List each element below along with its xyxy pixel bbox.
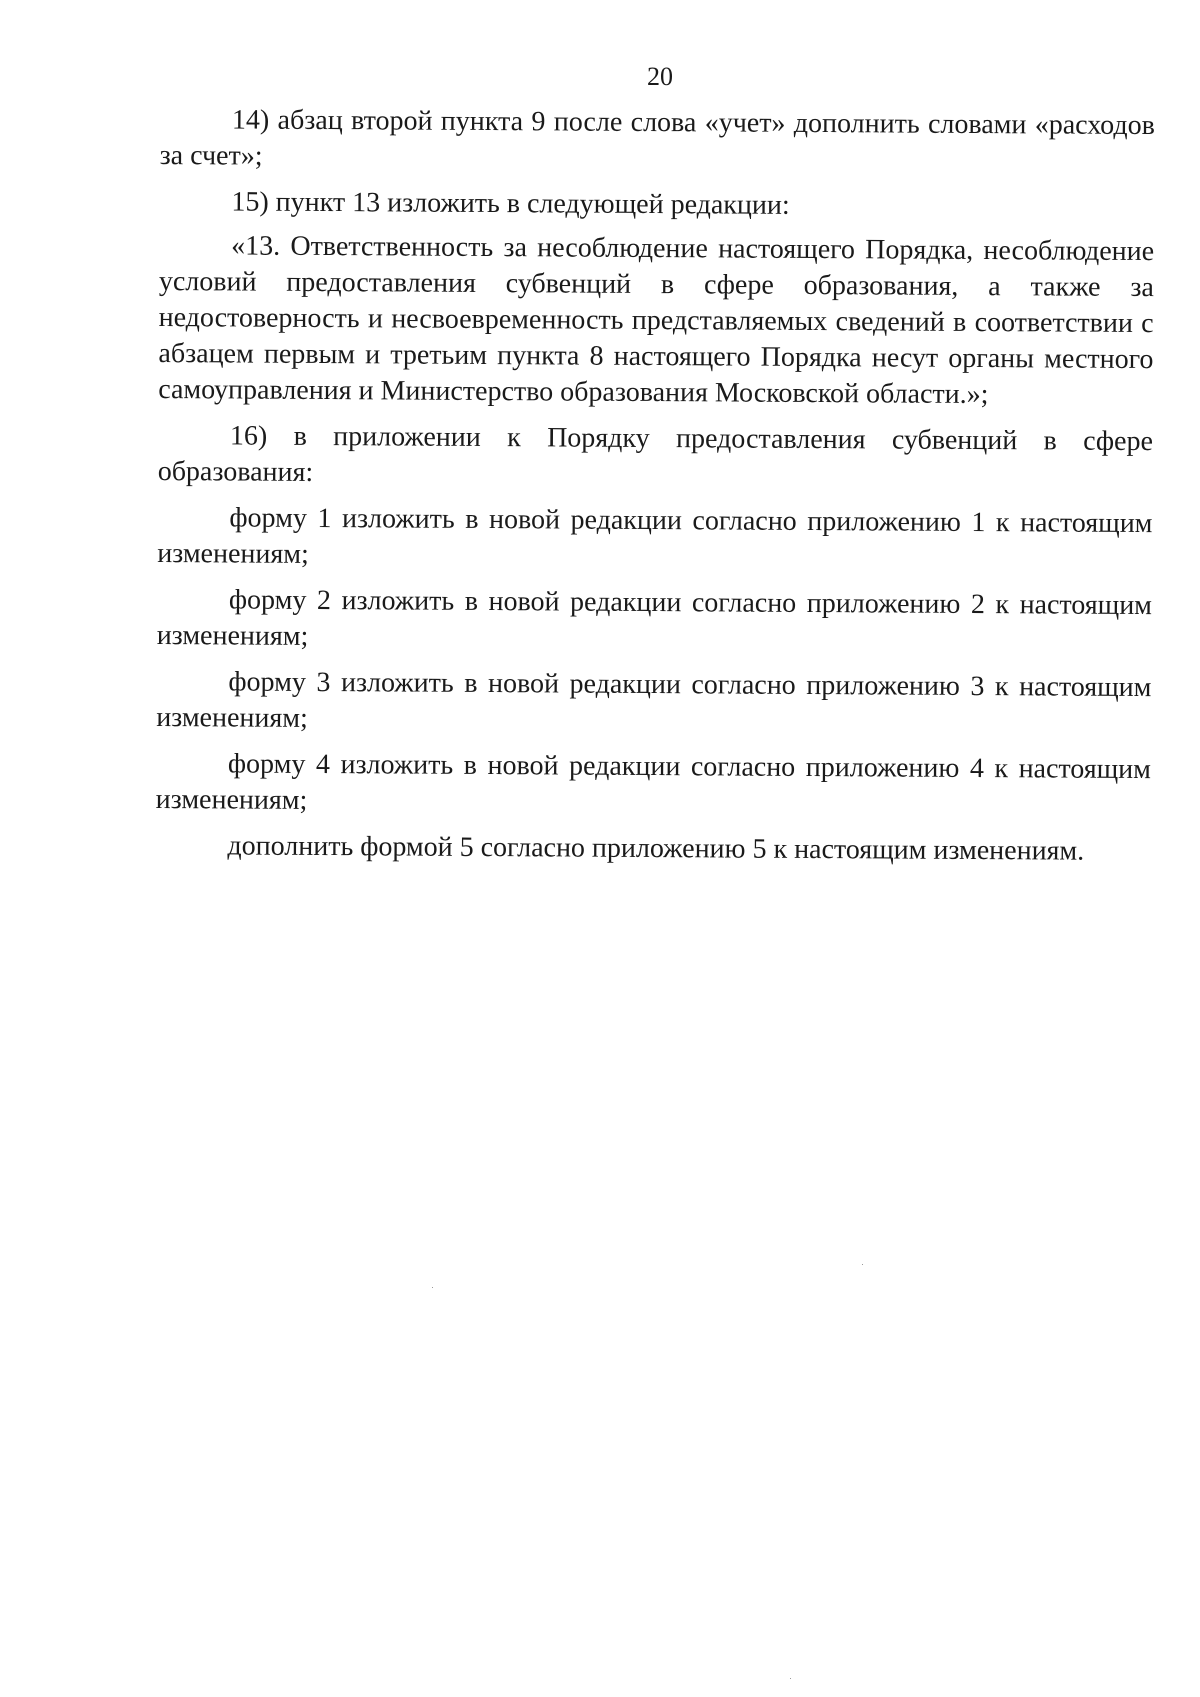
paragraph-form-2: форму 2 изложить в новой редакции согласно приложению 2 к настоящим изменениям;	[156, 584, 1153, 652]
paragraph-form-1: форму 1 изложить в новой редакции согласно приложению 1 к настоящим изменениям;	[157, 502, 1153, 570]
paragraph-item-14: 14) абзац второй пункта 9 после слова «учет» дополнить словами «расходов за счет»;	[159, 104, 1155, 172]
scan-speck	[790, 1678, 791, 1679]
scan-speck	[432, 1287, 433, 1288]
paragraph-item-15: 15) пункт 13 изложить в следующей редакции:	[231, 186, 790, 221]
paragraph-form-4: форму 4 изложить в новой редакции согласно приложению 4 к настоящим изменениям;	[155, 748, 1152, 816]
scan-speck	[862, 1264, 863, 1265]
document-body	[155, 102, 1155, 880]
paragraph-item-16: 16) в приложении к Порядку предоставления субвенций в сфере образования:	[157, 420, 1154, 488]
paragraph-clause-13-text: «13. Ответственность за несоблюдение настоящего Порядка, несоблюдение условий предоставления субвенций в сфере образования, а также за недостоверность и несвоевременность представляемых сведений в соответствии с абзацем первым и третьим пункта 8 настоящего Порядка несут органы местного самоуправления и Министерство образования Московской области.»;	[158, 230, 1155, 411]
paragraph-form-3: форму 3 изложить в новой редакции согласно приложению 3 к настоящим изменениям;	[156, 666, 1152, 734]
page-number: 20	[647, 62, 673, 91]
paragraph-form-5: дополнить формой 5 согласно приложению 5 к настоящим изменениям.	[227, 830, 1085, 867]
